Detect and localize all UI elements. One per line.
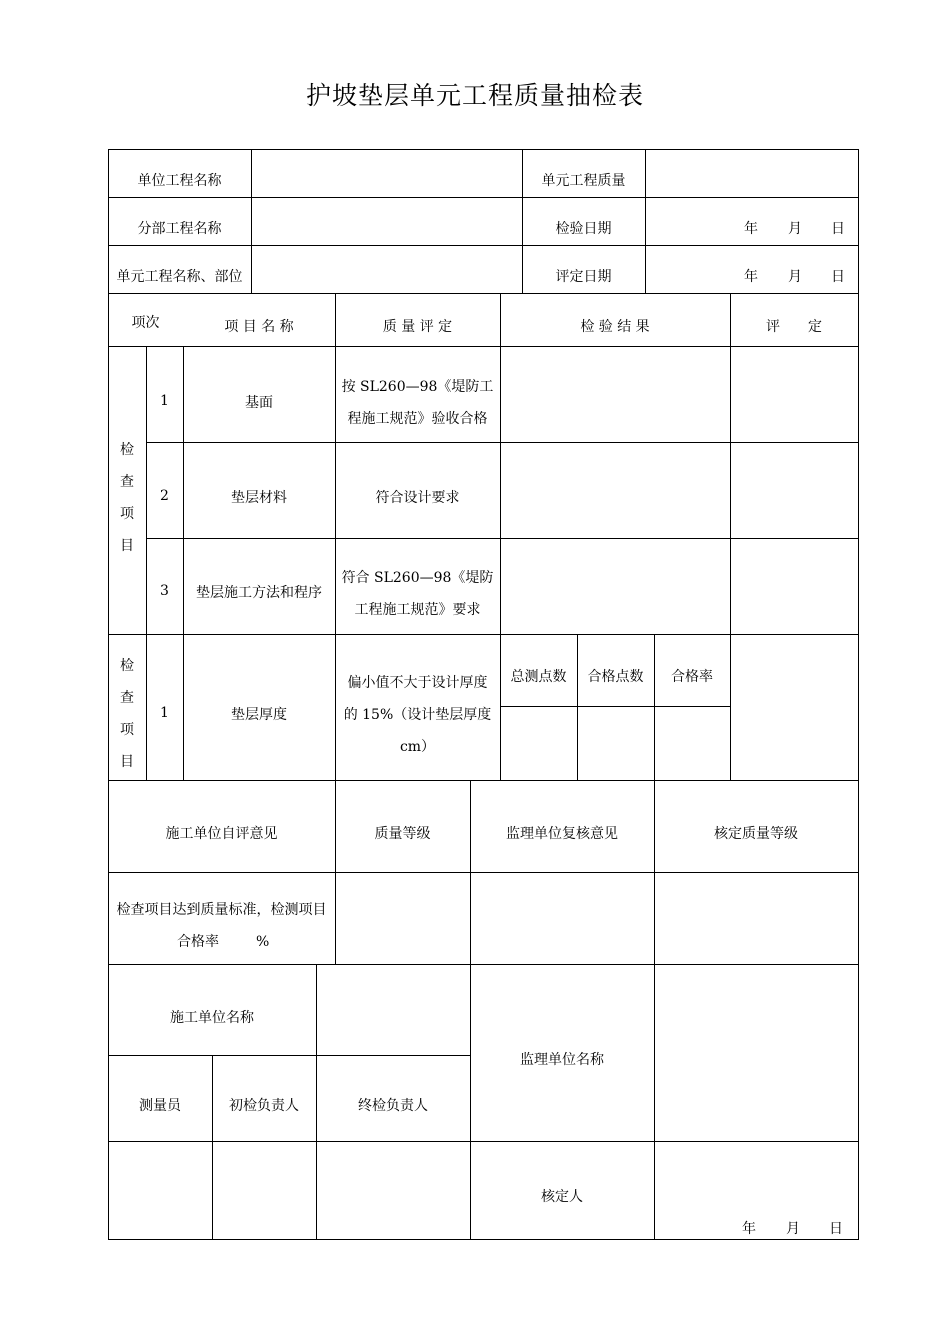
total-points-header: 总测点数 — [510, 669, 567, 685]
inspection-date-label: 检验日期 — [555, 221, 612, 237]
self-eval-text: 检查项目达到质量标准，检测项目 — [116, 902, 327, 918]
evaluation-year: 年 — [744, 269, 758, 285]
check-item-name: 垫层施工方法和程序 — [196, 585, 322, 601]
col-item-name: 项 目 名 称 — [224, 319, 294, 335]
evaluation-date-label: 评定日期 — [555, 269, 612, 285]
group-label-char: 查 — [120, 690, 134, 706]
unit-project-name-label: 单位工程名称 — [137, 173, 222, 189]
pass-rate-header: 合格率 — [671, 669, 713, 685]
col-inspection-result: 检 验 结 果 — [580, 319, 650, 335]
approved-grade-label: 核定质量等级 — [714, 826, 798, 842]
test-item-standard: 偏小值不大于设计厚度 — [347, 675, 488, 691]
supervisor-review-label: 监理单位复核意见 — [506, 826, 618, 842]
percent-sign: % — [256, 934, 270, 950]
pass-rate-label: 合格率 — [177, 934, 219, 950]
check-item-standard: 程施工规范》验收合格 — [347, 411, 488, 427]
contractor-self-eval-label: 施工单位自评意见 — [165, 826, 278, 842]
sub-project-name-label: 分部工程名称 — [137, 221, 222, 237]
inspection-month: 月 — [788, 221, 802, 237]
check-item-standard: 符合设计要求 — [375, 490, 460, 506]
group-label-char: 查 — [120, 474, 134, 490]
initial-inspector-label: 初检负责人 — [229, 1098, 299, 1114]
group-label-char: 检 — [120, 658, 134, 674]
contractor-name-label: 施工单位名称 — [170, 1010, 254, 1026]
approval-year: 年 — [742, 1221, 756, 1237]
check-item-standard: 工程施工规范》要求 — [354, 602, 481, 618]
check-item-no: 2 — [160, 488, 169, 504]
col-evaluation: 评 定 — [766, 319, 822, 335]
inspection-day: 日 — [831, 221, 845, 237]
inspection-year: 年 — [744, 221, 758, 237]
group-label-char: 项 — [120, 722, 134, 738]
check-item-name: 垫层材料 — [231, 490, 287, 506]
test-item-no: 1 — [160, 705, 169, 721]
approval-month: 月 — [786, 1221, 800, 1237]
check-item-standard: 符合 SL260—98《堤防 — [341, 570, 494, 586]
check-item-no: 3 — [160, 583, 169, 599]
check-item-standard: 按 SL260—98《堤防工 — [341, 379, 494, 395]
check-item-no: 1 — [160, 393, 169, 409]
quality-grade-label: 质量等级 — [374, 826, 431, 842]
group-label-char: 目 — [120, 538, 134, 554]
evaluation-month: 月 — [788, 269, 802, 285]
unit-element-quality-label: 单元工程质量 — [541, 173, 626, 189]
evaluation-day: 日 — [831, 269, 845, 285]
col-item-no: 项次 — [131, 315, 160, 331]
page-title: 护坡垫层单元工程质量抽检表 — [305, 81, 644, 110]
group-label-char: 检 — [120, 442, 134, 458]
group-label-char: 项 — [120, 506, 134, 522]
element-name-location-label: 单元工程名称、部位 — [116, 269, 243, 285]
check-item-name: 基面 — [245, 395, 273, 411]
col-quality-eval: 质 量 评 定 — [382, 319, 453, 335]
surveyor-label: 测量员 — [139, 1098, 181, 1114]
test-item-name: 垫层厚度 — [231, 707, 287, 723]
approver-label: 核定人 — [541, 1189, 583, 1205]
test-item-standard: 的 15%（设计垫层厚度 — [343, 707, 492, 723]
final-inspector-label: 终检负责人 — [358, 1098, 428, 1114]
qualified-points-header: 合格点数 — [587, 669, 644, 685]
supervisor-name-label: 监理单位名称 — [520, 1052, 604, 1068]
group-label-char: 目 — [120, 754, 134, 770]
approval-day: 日 — [829, 1221, 843, 1237]
test-item-standard: cm） — [399, 739, 436, 755]
